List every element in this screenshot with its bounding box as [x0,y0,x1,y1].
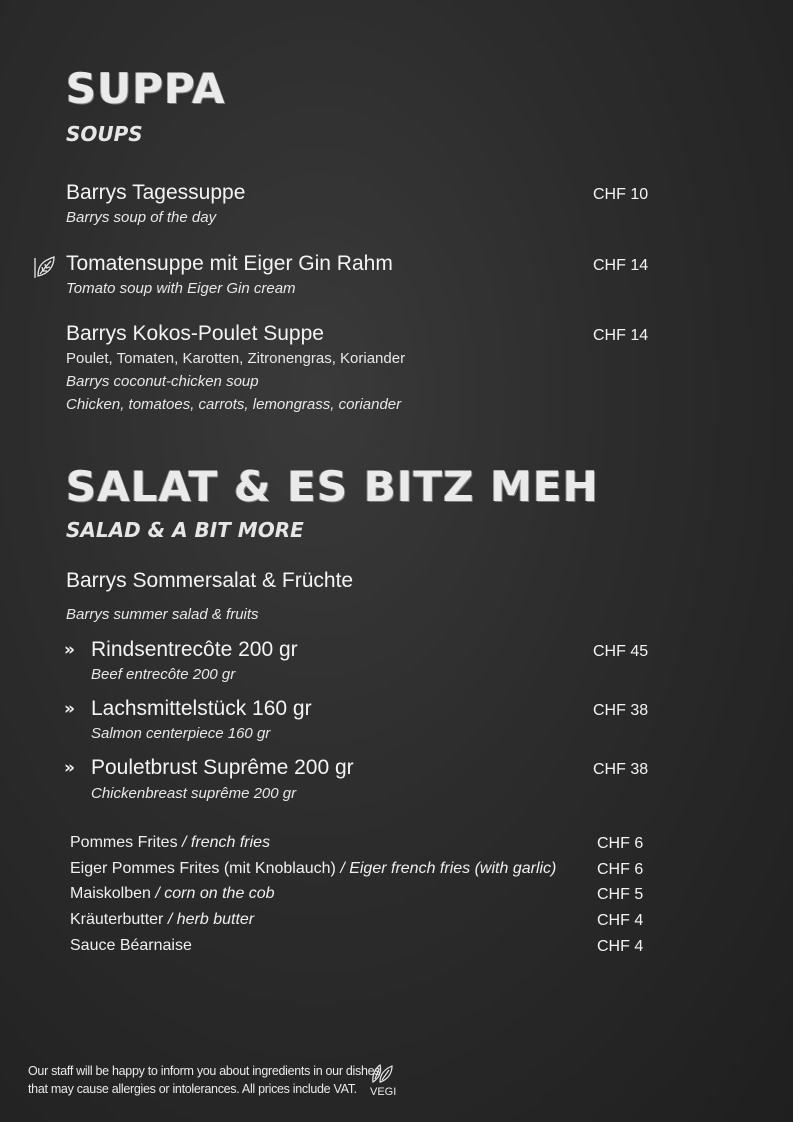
double-arrow-icon: » [64,640,75,660]
soup-2-price: CHF 14 [593,257,649,274]
soups-title: SUPPA [66,64,226,113]
side-2-translation: / Eiger french fries (with garlic) [340,860,557,877]
salad-base-translation: Barrys summer salad & fruits [66,606,259,623]
side-1-price: CHF 6 [597,835,644,852]
salad-option-2-translation: Salmon centerpiece 160 gr [91,725,271,742]
soup-1-price: CHF 10 [593,186,649,203]
double-arrow-icon: » [64,699,75,719]
side-1-translation: / french fries [182,834,271,851]
side-2-price: CHF 6 [597,861,644,878]
salads-subtitle: SALAD & A BIT MORE [66,518,304,542]
vegi-legend-label: VEGI [370,1086,397,1098]
soup-3-translation: Barrys coconut-chicken soup [66,373,259,390]
salad-option-3-name: Pouletbrust Suprême 200 gr [91,756,354,779]
soup-3-price: CHF 14 [593,327,649,344]
footer-note [28,1062,380,1098]
salad-option-1-translation: Beef entrecôte 200 gr [91,666,236,683]
side-4-name: Kräuterbutter [70,911,164,928]
salad-option-2-price: CHF 38 [593,702,649,719]
side-3-translation: / corn on the cob [155,885,275,902]
soup-1-name: Barrys Tagessuppe [66,181,246,204]
side-3 [70,885,275,903]
salad-base-name: Barrys Sommersalat & Früchte [66,569,354,592]
side-4 [70,911,254,929]
footer-line-2: that may cause allergies or intolerances. All prices include VAT. [28,1082,357,1096]
salad-option-2-name: Lachsmittelstück 160 gr [91,697,312,720]
soup-3-description: Poulet, Tomaten, Karotten, Zitronengras, Koriander [66,350,406,367]
side-5 [70,937,192,955]
side-4-translation: / herb butter [167,911,255,928]
salad-option-3-translation: Chickenbreast suprême 200 gr [91,785,297,802]
salad-option-3-price: CHF 38 [593,761,649,778]
soups-subtitle: SOUPS [66,122,143,146]
side-4-price: CHF 4 [597,912,644,929]
footer-line-1: Our staff will be happy to inform you about ingredients in our dishes [28,1064,381,1078]
soup-3-translation-description: Chicken, tomatoes, carrots, lemongrass, coriander [66,396,402,413]
side-2-name: Eiger Pommes Frites (mit Knoblauch) [70,860,336,877]
salads-title: SALAT & ES BITZ MEH [66,462,599,511]
soup-2-translation: Tomato soup with Eiger Gin cream [66,280,296,297]
side-1-name: Pommes Frites [70,834,178,851]
side-1 [70,834,270,852]
side-3-name: Maiskolben [70,885,151,902]
side-3-price: CHF 5 [597,886,644,903]
side-2 [70,860,556,878]
side-5-name: Sauce Béarnaise [70,937,192,954]
salad-option-1-price: CHF 45 [593,643,649,660]
leaf-icon [32,252,60,280]
leaf-icon [368,1062,394,1084]
double-arrow-icon: » [64,758,75,778]
soup-2-name: Tomatensuppe mit Eiger Gin Rahm [66,252,393,275]
soup-1-translation: Barrys soup of the day [66,209,217,226]
side-5-price: CHF 4 [597,938,644,955]
soup-3-name: Barrys Kokos-Poulet Suppe [66,322,324,345]
salad-option-1-name: Rindsentrecôte 200 gr [91,638,298,661]
